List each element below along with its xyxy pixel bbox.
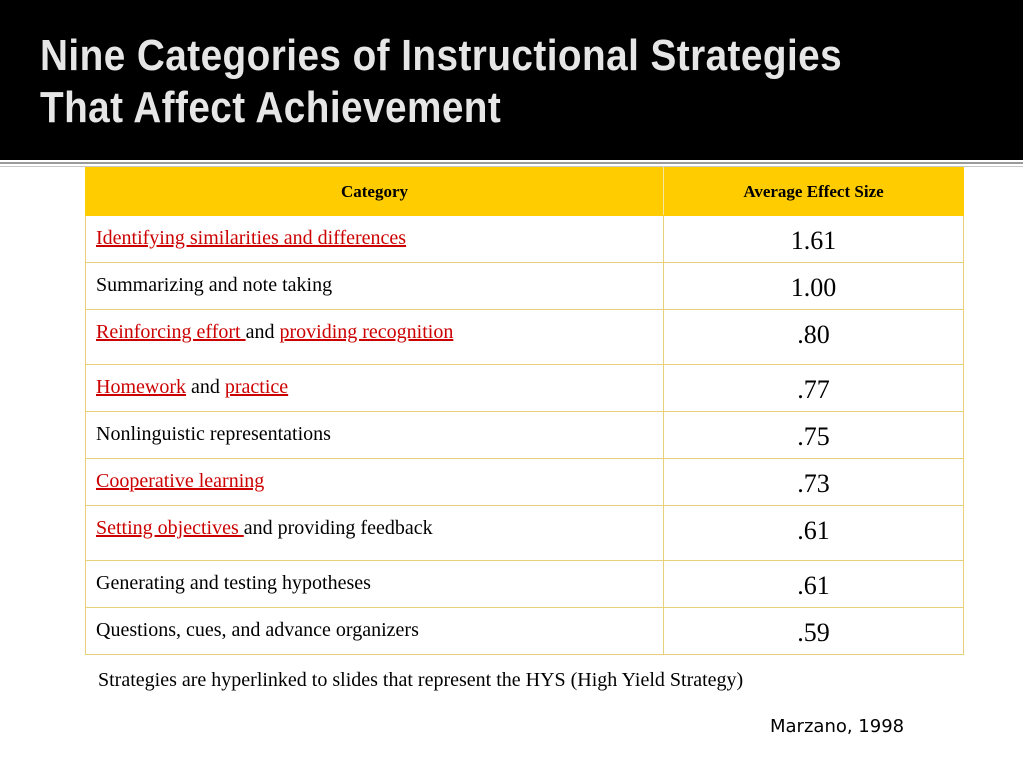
effect-size-cell: .61: [664, 561, 964, 608]
effect-size-cell: 1.61: [664, 216, 964, 263]
table-row: [86, 412, 964, 459]
category-text: and providing feedback: [243, 517, 433, 539]
column-header-effect-size: Average Effect Size: [664, 168, 964, 216]
effect-size-cell: .61: [664, 506, 964, 561]
effect-size-cell: .80: [664, 310, 964, 365]
table-body: [86, 216, 964, 655]
category-text: Generating and testing hypotheses: [96, 572, 371, 594]
table-row: [86, 310, 964, 365]
strategy-link[interactable]: Homework: [96, 376, 186, 398]
strategy-link[interactable]: practice: [224, 376, 289, 398]
category-cell: [86, 365, 664, 412]
column-header-category: Category: [86, 168, 664, 216]
category-cell: [86, 561, 664, 608]
table-row: [86, 263, 964, 310]
table-row: [86, 216, 964, 263]
effect-size-cell: .73: [664, 459, 964, 506]
table-row: [86, 506, 964, 561]
category-text: and: [185, 376, 225, 398]
citation: Marzano, 1998: [770, 716, 905, 737]
category-text: Summarizing and note taking: [96, 274, 333, 296]
effect-size-cell: 1.00: [664, 263, 964, 310]
category-cell: [86, 412, 664, 459]
slide-title-line-2: That Affect Achievement: [40, 83, 502, 132]
category-cell: [86, 263, 664, 310]
slide-title: [40, 30, 894, 134]
effect-size-cell: .75: [664, 412, 964, 459]
category-cell: [86, 216, 664, 263]
strategy-link[interactable]: Cooperative learning: [96, 470, 265, 492]
table-row: [86, 608, 964, 655]
strategy-link[interactable]: Setting objectives: [96, 517, 244, 539]
strategy-link[interactable]: Reinforcing effort: [96, 321, 246, 343]
title-divider: [0, 162, 1023, 164]
category-cell: [86, 310, 664, 365]
table-row: [86, 365, 964, 412]
category-text: Questions, cues, and advance organizers: [96, 619, 419, 641]
category-cell: [86, 608, 664, 655]
strategy-link[interactable]: providing recognition: [279, 321, 454, 343]
category-text: Nonlinguistic representations: [96, 423, 331, 445]
category-cell: [86, 506, 664, 561]
title-bar: [0, 0, 1023, 160]
table-row: [86, 561, 964, 608]
strategies-table: [85, 167, 964, 655]
strategy-link[interactable]: Identifying similarities and differences: [96, 227, 407, 249]
table-header-row: [86, 168, 964, 216]
effect-size-cell: .77: [664, 365, 964, 412]
category-text: and: [245, 321, 280, 343]
slide-title-line-1: Nine Categories of Instructional Strategies: [40, 31, 843, 80]
caption: Strategies are hyperlinked to slides that represent the HYS (High Yield Strategy): [98, 669, 744, 691]
table-row: [86, 459, 964, 506]
category-cell: [86, 459, 664, 506]
effect-size-cell: .59: [664, 608, 964, 655]
